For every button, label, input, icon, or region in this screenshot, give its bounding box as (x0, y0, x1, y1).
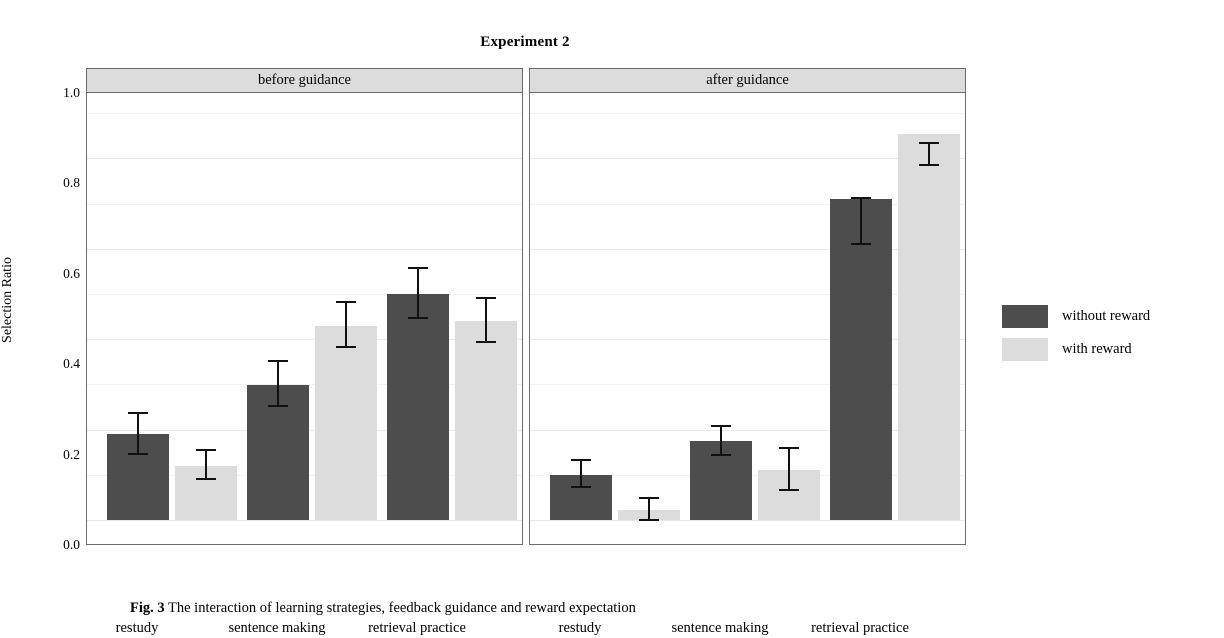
errorbar-cap-top (571, 459, 591, 461)
errorbar-cap-top (779, 447, 799, 449)
errorbar-cap-bottom (128, 453, 148, 455)
errorbar-cap-bottom (571, 486, 591, 488)
errorbar-cap-bottom (851, 243, 871, 245)
panel-after-guidance (529, 68, 966, 545)
errorbar-after-sentence-making-with-reward (788, 449, 790, 491)
errorbar-before-retrieval-practice-without-reward (417, 269, 419, 319)
errorbar-cap-bottom (476, 341, 496, 343)
gridline-0.7 (87, 204, 522, 205)
errorbar-cap-top (196, 449, 216, 451)
bar-after-retrieval-practice-without-reward (830, 199, 892, 520)
errorbar-after-restudy-with-reward (648, 499, 650, 521)
errorbar-before-restudy-with-reward (205, 451, 207, 480)
errorbar-cap-top (268, 360, 288, 362)
y-tick-label: 0.8 (63, 175, 80, 191)
bar-after-retrieval-practice-with-reward (898, 134, 960, 520)
page-title: Experiment 2 (480, 34, 570, 50)
figure-caption (130, 600, 636, 617)
gridline-0.0 (530, 520, 965, 521)
legend-label-without-reward: without reward (1062, 308, 1151, 324)
x-tick-label-after-sentence-making: sentence making (671, 620, 769, 636)
bar-before-sentence-making-with-reward (315, 326, 377, 520)
x-tick-label-before-sentence-making: sentence making (228, 620, 326, 636)
y-tick-label: 0.2 (63, 446, 80, 462)
gridline-0.5 (87, 294, 522, 295)
legend-label-with-reward: with reward (1062, 341, 1132, 357)
y-tick-label: 0.6 (63, 265, 80, 281)
errorbar-cap-bottom (639, 519, 659, 521)
x-tick-label-after-restudy: restudy (558, 620, 602, 636)
y-tick-label: 0.4 (63, 356, 80, 372)
y-axis (32, 85, 80, 552)
legend-item-with-reward (1002, 338, 1150, 361)
panel-body (86, 93, 523, 545)
legend (1002, 305, 1150, 371)
gridline-0.9 (530, 113, 965, 114)
errorbar-before-sentence-making-with-reward (345, 303, 347, 348)
errorbar-after-restudy-without-reward (580, 461, 582, 488)
gridline-0.9 (87, 113, 522, 114)
errorbar-cap-top (851, 197, 871, 199)
bar-before-retrieval-practice-with-reward (455, 321, 517, 520)
panel-strip-label: before guidance (86, 68, 523, 93)
errorbar-cap-top (128, 412, 148, 414)
errorbar-cap-bottom (408, 317, 428, 319)
errorbar-cap-bottom (919, 164, 939, 166)
errorbar-cap-bottom (336, 346, 356, 348)
errorbar-after-sentence-making-without-reward (720, 427, 722, 456)
y-axis-title: Selection Ratio (0, 257, 15, 343)
bar-before-retrieval-practice-without-reward (387, 294, 449, 520)
figure-caption-text: The interaction of learning strategies, feedback guidance and reward expectation (168, 600, 636, 616)
gridline-0.6 (87, 249, 522, 250)
x-tick-label-before-retrieval-practice: retrieval practice (368, 620, 466, 636)
errorbar-cap-top (711, 425, 731, 427)
y-tick-label: 0.0 (63, 537, 80, 552)
x-tick-label-after-retrieval-practice: retrieval practice (811, 620, 909, 636)
errorbar-cap-top (408, 267, 428, 269)
y-tick-label: 1.0 (63, 85, 80, 100)
legend-swatch-with-reward (1002, 338, 1048, 361)
errorbar-before-sentence-making-without-reward (277, 362, 279, 407)
errorbar-cap-top (476, 297, 496, 299)
panel-strip-label: after guidance (529, 68, 966, 93)
errorbar-cap-bottom (779, 489, 799, 491)
legend-swatch-without-reward (1002, 305, 1048, 328)
errorbar-cap-top (336, 301, 356, 303)
legend-item-without-reward (1002, 305, 1150, 328)
panel-before-guidance (86, 68, 523, 545)
errorbar-cap-top (919, 142, 939, 144)
figure-caption-label: Fig. 3 (130, 600, 165, 616)
errorbar-cap-bottom (268, 405, 288, 407)
errorbar-before-retrieval-practice-with-reward (485, 299, 487, 342)
gridline-0.8 (87, 158, 522, 159)
x-tick-label-before-restudy: restudy (115, 620, 159, 636)
errorbar-cap-top (639, 497, 659, 499)
errorbar-before-restudy-without-reward (137, 414, 139, 455)
errorbar-after-retrieval-practice-without-reward (860, 199, 862, 244)
panel-body (529, 93, 966, 545)
gridline-0.0 (87, 520, 522, 521)
errorbar-cap-bottom (711, 454, 731, 456)
errorbar-after-retrieval-practice-with-reward (928, 144, 930, 167)
errorbar-cap-bottom (196, 478, 216, 480)
